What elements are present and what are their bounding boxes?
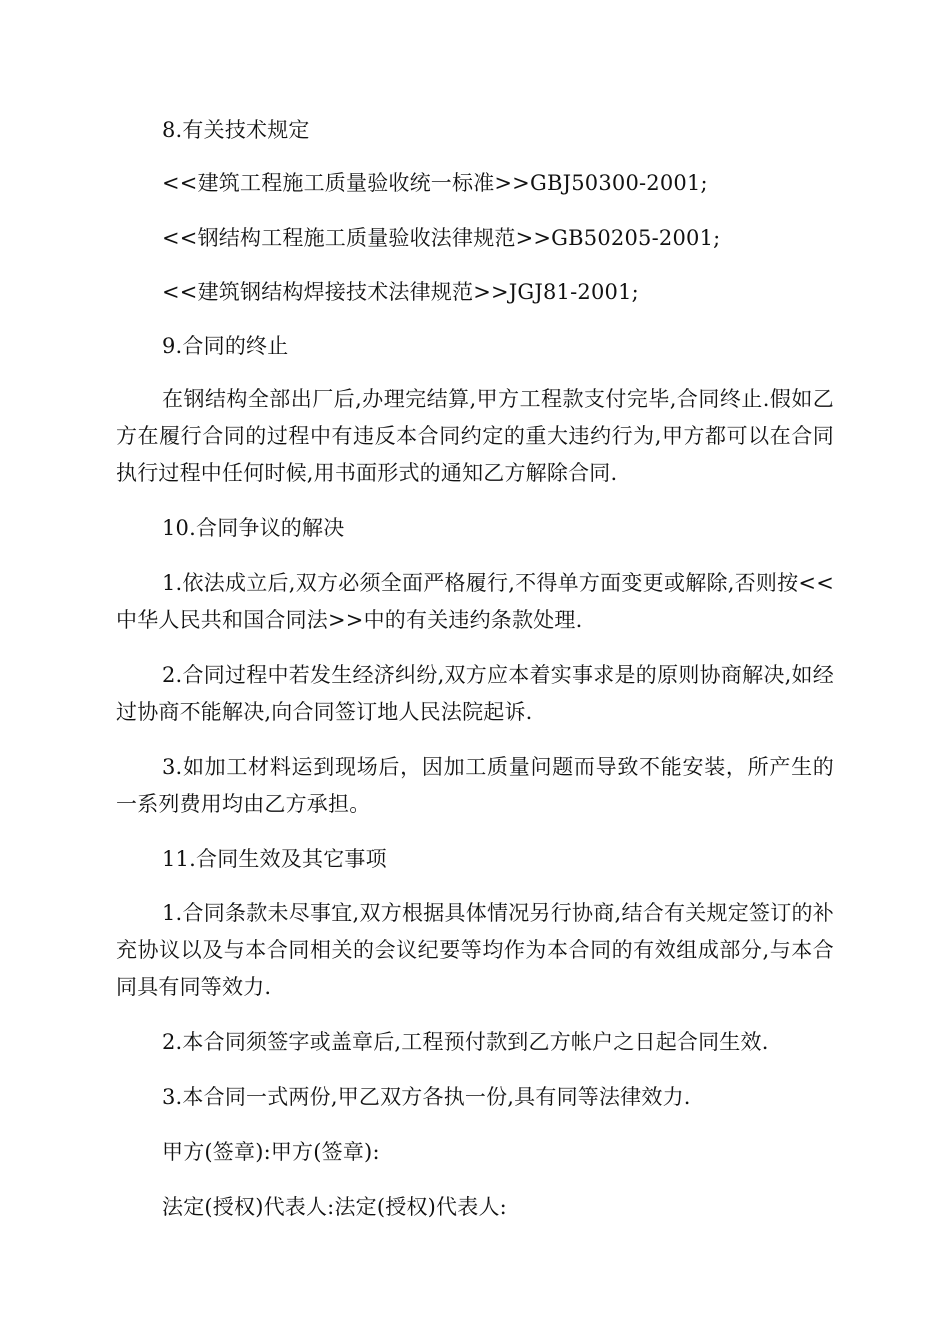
effectiveness-clause: 2.本合同须签字或盖章后,工程预付款到乙方帐户之日起合同生效. [162, 1030, 769, 1054]
section-heading-effectiveness: 11.合同生效及其它事项 [162, 847, 387, 871]
standard-reference: <<建筑工程施工质量验收统一标准>>GBJ50300-2001; [162, 171, 708, 195]
section-heading-dispute: 10.合同争议的解决 [162, 516, 345, 540]
standard-reference: <<建筑钢结构焊接技术法律规范>>JGJ81-2001; [162, 280, 639, 304]
termination-clause: 在钢结构全部出厂后,办理完结算,甲方工程款支付完毕,合同终止.假如乙方在履行合同的过程中有违反本合同约定的重大违约行为,甲方都可以在合同执行过程中任何时候,用书面形式的通知乙方解除合同. [116, 387, 834, 485]
dispute-clause: 1.依法成立后,双方必须全面严格履行,不得单方面变更或解除,否则按<<中华人民共和国合同法>>中的有关违约条款处理. [116, 571, 834, 632]
dispute-clause: 3.如加工材料运到现场后，因加工质量问题而导致不能安装，所产生的一系列费用均由乙方承担。 [116, 755, 834, 816]
signature-party-line: 甲方(签章):甲方(签章): [162, 1140, 380, 1164]
standard-reference: <<钢结构工程施工质量验收法律规范>>GB50205-2001; [162, 226, 721, 250]
effectiveness-clause: 1.合同条款未尽事宜,双方根据具体情况另行协商,结合有关规定签订的补充协议以及与本合同相关的会议纪要等均作为本合同的有效组成部分,与本合同具有同等效力. [116, 901, 834, 999]
section-heading-termination: 9.合同的终止 [162, 334, 289, 358]
effectiveness-clause: 3.本合同一式两份,甲乙双方各执一份,具有同等法律效力. [162, 1085, 691, 1109]
dispute-clause: 2.合同过程中若发生经济纠纷,双方应本着实事求是的原则协商解决,如经过协商不能解决,向合同签订地人民法院起诉. [116, 663, 834, 724]
signature-representative-line: 法定(授权)代表人:法定(授权)代表人: [162, 1195, 507, 1219]
section-heading-technical-rules: 8.有关技术规定 [162, 118, 310, 142]
